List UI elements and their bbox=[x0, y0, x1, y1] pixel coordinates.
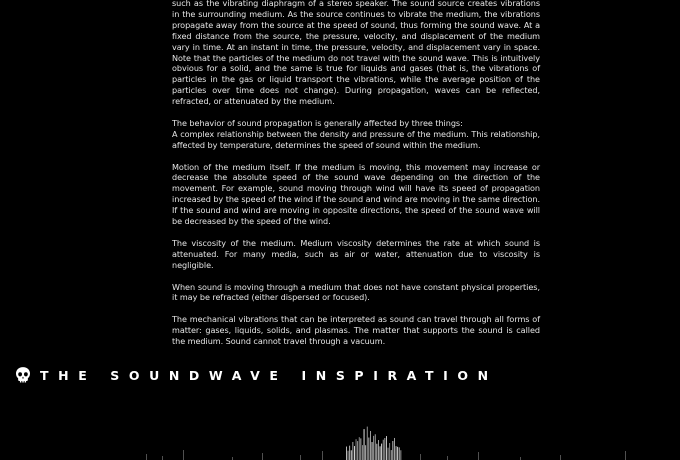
wave-bar bbox=[397, 447, 398, 460]
wave-bar bbox=[376, 444, 377, 460]
wave-bar bbox=[389, 443, 390, 460]
wave-bar bbox=[378, 440, 379, 460]
wave-bar bbox=[370, 431, 371, 460]
wave-bar bbox=[262, 453, 263, 460]
wave-bar bbox=[356, 439, 357, 460]
wave-bar bbox=[386, 436, 387, 460]
wave-bar bbox=[351, 450, 352, 460]
wave-bar bbox=[372, 442, 373, 460]
wave-bar bbox=[364, 429, 365, 460]
article-text bbox=[172, 0, 540, 358]
article-paragraph: The viscosity of the medium. Medium viscosity determines the rate at which sound is attenuated. For many media, such as air or water, attenuation due to viscosity is negligible. bbox=[172, 237, 540, 270]
wave-bar bbox=[183, 450, 184, 460]
wave-bar bbox=[396, 446, 397, 460]
article-paragraph: A complex relationship between the density and pressure of the medium. This relationship, affected by temperature, determines the speed of sound within the medium. bbox=[172, 128, 540, 150]
wave-bar bbox=[368, 438, 369, 460]
soundwave-graphic bbox=[0, 400, 680, 460]
wave-bar bbox=[346, 447, 347, 460]
wave-bar bbox=[352, 442, 353, 460]
wave-bar bbox=[300, 455, 301, 460]
brand-title: THE SOUNDWAVE INSPIRATION bbox=[40, 367, 498, 383]
wave-bar bbox=[349, 446, 350, 460]
wave-bar bbox=[359, 437, 360, 460]
wave-bar bbox=[392, 441, 393, 460]
skull-icon bbox=[14, 366, 32, 384]
wave-bar bbox=[399, 447, 400, 460]
wave-bar bbox=[373, 436, 374, 460]
wave-bar bbox=[560, 455, 561, 460]
article-paragraph: such as the vibrating diaphragm of a stereo speaker. The sound source creates vibrations in the surrounding medium. As the source continues to vibrate the medium, the vibrations propagate away from the source at the speed of sound, thus forming the sound wave. At a fixed distance from the source, the pressure, velocity, and displacement of the medium vary in time. At an instant in time, the pressure, velocity, and displacement vary in space. Note that the particles of the medium do not travel with the sound wave. This is intuitively obvious for a solid, and the same is true for liquids and gases (that is, the vibrations of particles in the gas or liquid transport the vibrations, while the average position of the particles over time does not change). During propagation, waves can be reflected, refracted, or attenuated by the medium. bbox=[172, 0, 540, 107]
wave-bar bbox=[375, 434, 376, 460]
wave-bar bbox=[381, 444, 382, 460]
wave-bar bbox=[384, 438, 385, 460]
wave-bar bbox=[383, 440, 384, 460]
wave-bar bbox=[360, 438, 361, 460]
article-paragraph: When sound is moving through a medium that does not have constant physical properties, it may be refracted (either dispersed or focused). bbox=[172, 281, 540, 303]
wave-bar bbox=[478, 452, 479, 460]
article-paragraph: The mechanical vibrations that can be interpreted as sound can travel through all forms of matter: gases, liquids, solids, and plasmas. The matter that supports the sound is called the medium. Sound cannot travel through a vacuum. bbox=[172, 314, 540, 347]
wave-bar bbox=[348, 451, 349, 460]
wave-bar bbox=[420, 454, 421, 460]
wave-bar bbox=[322, 451, 323, 460]
wave-bar bbox=[394, 438, 395, 460]
wave-bar bbox=[357, 441, 358, 460]
wave-bar bbox=[367, 427, 368, 460]
brand-header bbox=[14, 364, 498, 386]
wave-bar bbox=[146, 454, 147, 460]
article-paragraph: The behavior of sound propagation is generally affected by three things: bbox=[172, 117, 463, 128]
wave-bar bbox=[380, 446, 381, 460]
wave-bar bbox=[162, 456, 163, 460]
article-paragraph: Motion of the medium itself. If the medium is moving, this movement may increase or decrease the absolute speed of the sound wave depending on the direction of the movement. For example, sound moving through wind will have its speed of propagation increased by the speed of the wind if the sound and wind are moving in the same direction. If the sound and wind are moving in opposite directions, the speed of the sound wave will be decreased by the speed of the wind. bbox=[172, 161, 540, 227]
wave-bar bbox=[388, 448, 389, 460]
wave-bar bbox=[365, 445, 366, 460]
wave-bar bbox=[625, 451, 626, 460]
wave-bar bbox=[362, 445, 363, 460]
wave-bar bbox=[447, 456, 448, 460]
wave-bar bbox=[400, 450, 401, 460]
wave-bar bbox=[391, 450, 392, 460]
wave-bar bbox=[354, 446, 355, 460]
